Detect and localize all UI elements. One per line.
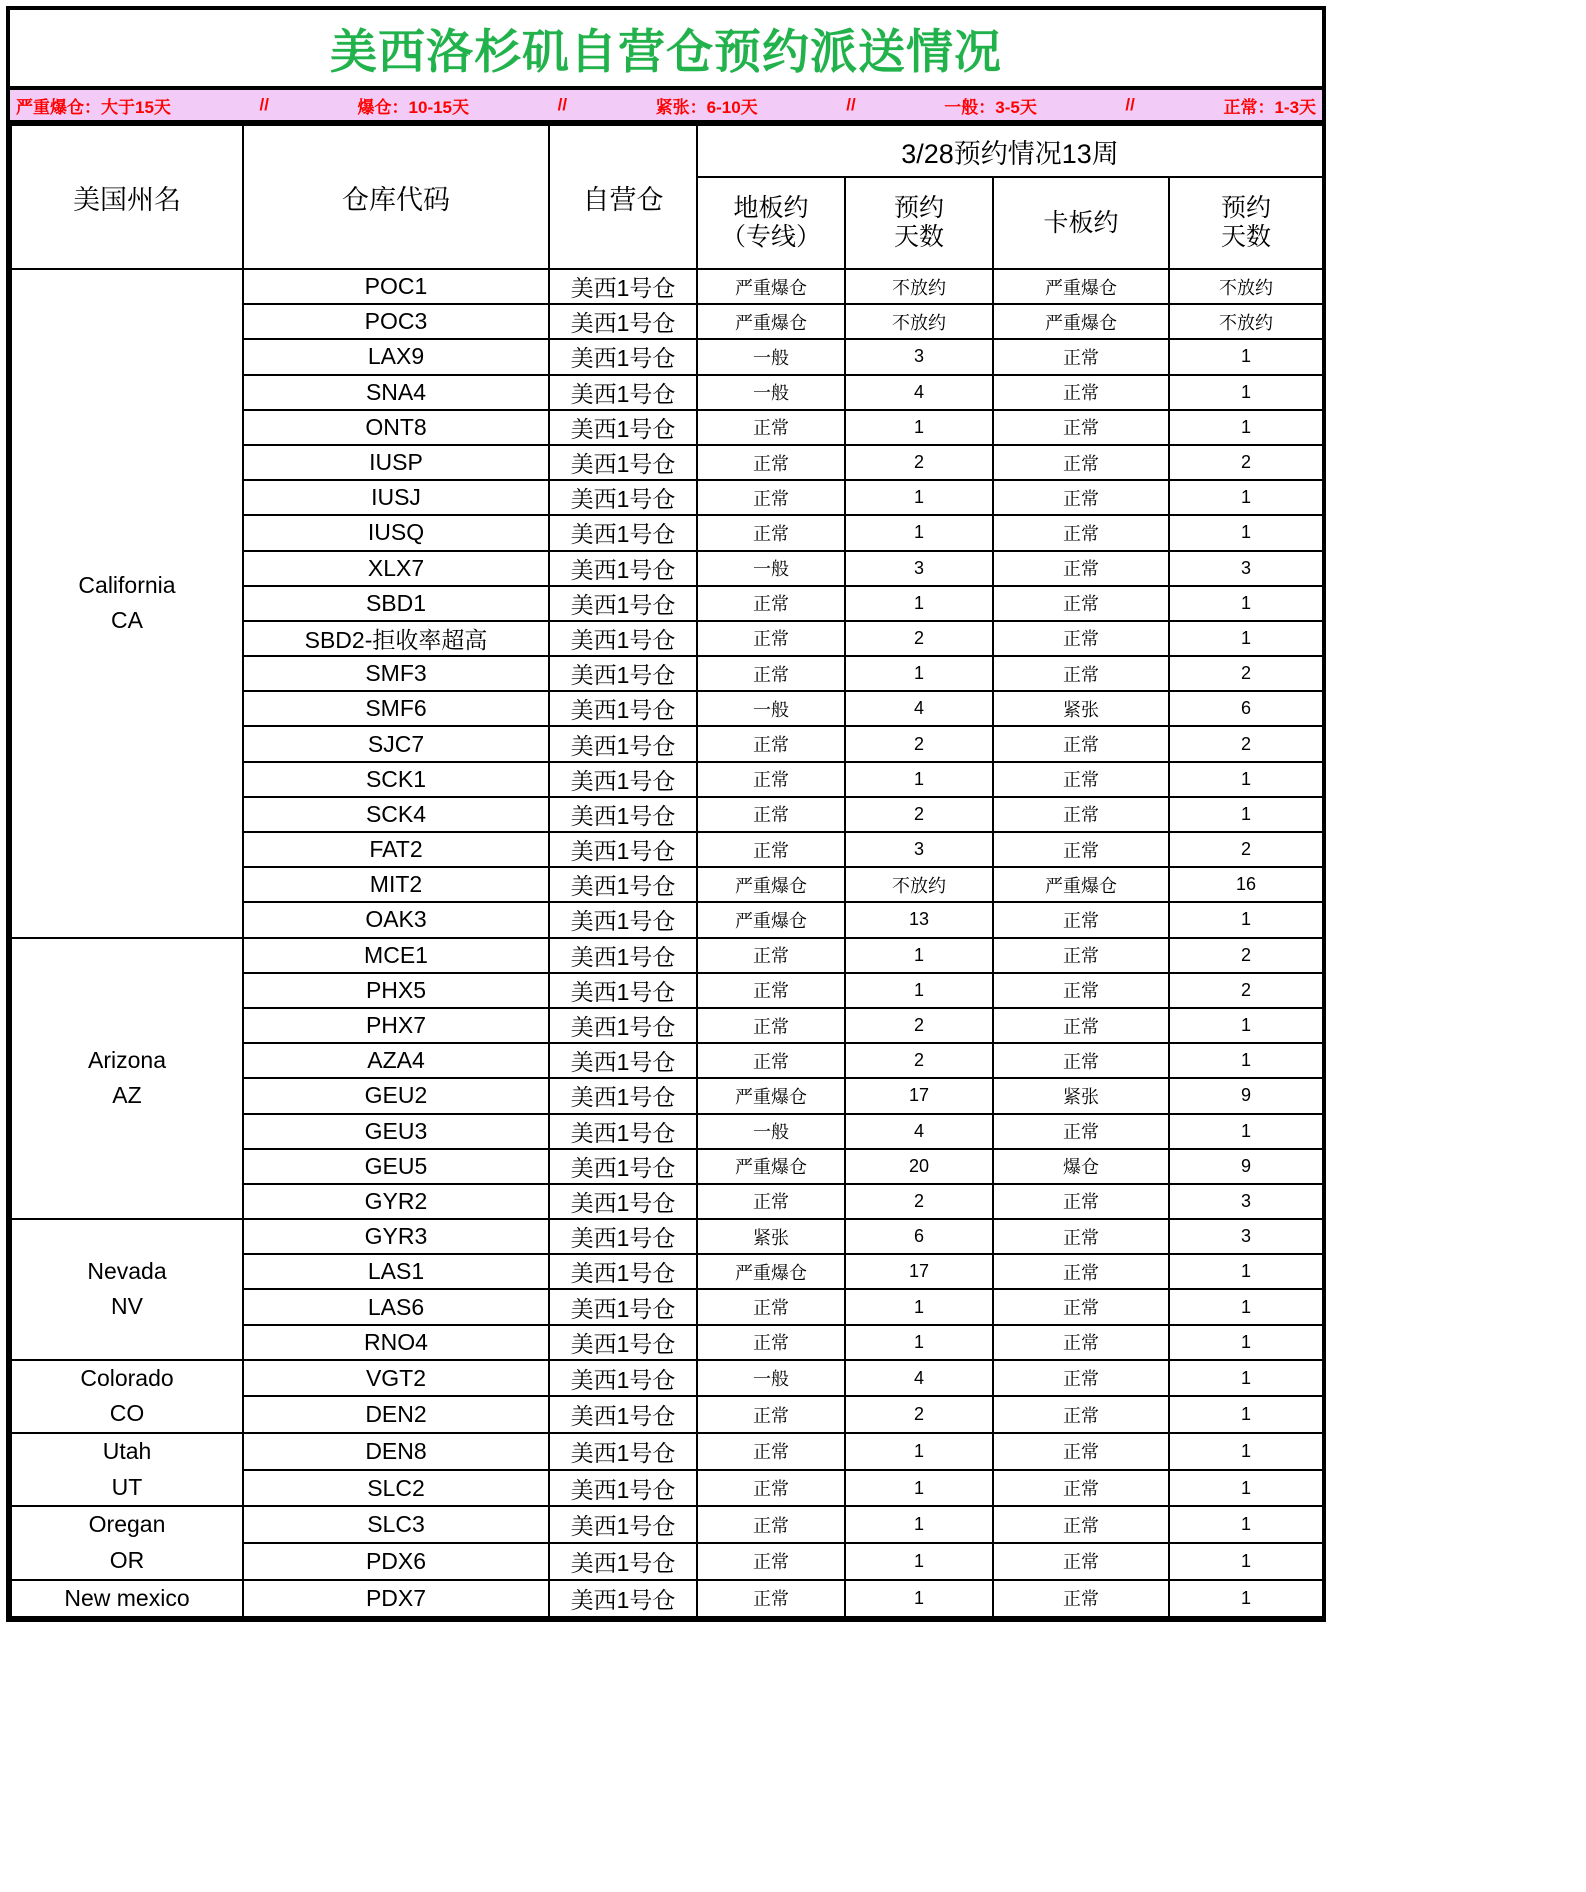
pallet-days-cell: 2: [1169, 656, 1323, 691]
pallet-days-cell: 1: [1169, 1360, 1323, 1397]
state-cell: [11, 1580, 243, 1618]
state-cell: [11, 1433, 243, 1506]
self-warehouse-cell: 美西1号仓: [549, 1543, 697, 1580]
state-name: Oregan: [88, 1511, 166, 1538]
warehouse-code-cell: IUSJ: [243, 480, 549, 515]
pallet-appointment-cell: 紧张: [993, 1078, 1169, 1113]
warehouse-code-cell: OAK3: [243, 902, 549, 937]
floor-days-cell: 2: [845, 621, 993, 656]
self-warehouse-cell: 美西1号仓: [549, 1008, 697, 1043]
floor-days-cell: 1: [845, 410, 993, 445]
pallet-days-cell: 2: [1169, 726, 1323, 761]
state-cell: [11, 269, 243, 938]
self-warehouse-cell: 美西1号仓: [549, 902, 697, 937]
self-warehouse-cell: 美西1号仓: [549, 867, 697, 902]
self-warehouse-cell: 美西1号仓: [549, 1470, 697, 1507]
floor-appointment-cell: 正常: [697, 1543, 845, 1580]
legend-separator: //: [557, 95, 568, 114]
self-warehouse-cell: 美西1号仓: [549, 1289, 697, 1324]
floor-days-cell: 2: [845, 445, 993, 480]
floor-days-cell: 2: [845, 1008, 993, 1043]
self-warehouse-cell: 美西1号仓: [549, 1433, 697, 1470]
pallet-days-cell: 1: [1169, 1580, 1323, 1618]
table-header: [11, 125, 1323, 269]
warehouse-code-cell: VGT2: [243, 1360, 549, 1397]
state-name: New mexico: [64, 1584, 190, 1611]
floor-appointment-cell: 严重爆仓: [697, 902, 845, 937]
pallet-days-cell: 1: [1169, 621, 1323, 656]
pallet-appointment-cell: 正常: [993, 480, 1169, 515]
legend-item: 严重爆仓：大于15天: [16, 97, 171, 117]
pallet-appointment-cell: 正常: [993, 973, 1169, 1008]
floor-appointment-cell: 正常: [697, 445, 845, 480]
pallet-days-cell: 3: [1169, 1184, 1323, 1219]
pallet-appointment-cell: 爆仓: [993, 1149, 1169, 1184]
warehouse-code-cell: PDX7: [243, 1580, 549, 1618]
floor-appointment-cell: 正常: [697, 656, 845, 691]
legend-separator: //: [846, 95, 856, 114]
state-abbr: CO: [109, 1400, 145, 1427]
floor-appointment-cell: 紧张: [697, 1219, 845, 1254]
floor-days-cell: 1: [845, 762, 993, 797]
pallet-appointment-cell: 正常: [993, 1289, 1169, 1324]
pallet-days-cell: 2: [1169, 973, 1323, 1008]
pallet-appointment-cell: 严重爆仓: [993, 867, 1169, 902]
warehouse-code-cell: ONT8: [243, 410, 549, 445]
floor-appointment-cell: 正常: [697, 1184, 845, 1219]
floor-days-cell: 3: [845, 339, 993, 374]
pallet-appointment-cell: 正常: [993, 1219, 1169, 1254]
legend-item: 正常：1-3天: [1223, 97, 1317, 117]
warehouse-code-cell: SMF6: [243, 691, 549, 726]
pallet-appointment-cell: 正常: [993, 797, 1169, 832]
floor-appointment-cell: 正常: [697, 480, 845, 515]
self-warehouse-cell: 美西1号仓: [549, 1580, 697, 1618]
self-warehouse-cell: 美西1号仓: [549, 375, 697, 410]
warehouse-code-cell: PDX6: [243, 1543, 549, 1580]
legend-separator: //: [1125, 95, 1135, 114]
floor-appointment-cell: 正常: [697, 1433, 845, 1470]
warehouse-code-cell: DEN2: [243, 1396, 549, 1433]
pallet-days-cell: 1: [1169, 1008, 1323, 1043]
pallet-appointment-cell: 紧张: [993, 691, 1169, 726]
floor-appointment-cell: 正常: [697, 586, 845, 621]
pallet-days-cell: 不放约: [1169, 304, 1323, 339]
warehouse-code-cell: IUSP: [243, 445, 549, 480]
self-warehouse-cell: 美西1号仓: [549, 551, 697, 586]
pallet-days-cell: 16: [1169, 867, 1323, 902]
self-warehouse-cell: 美西1号仓: [549, 1396, 697, 1433]
pallet-days-cell: 1: [1169, 1325, 1323, 1360]
floor-days-cell: 2: [845, 1184, 993, 1219]
pallet-appointment-cell: 正常: [993, 1254, 1169, 1289]
header-self-warehouse: 自营仓: [549, 125, 697, 269]
floor-appointment-cell: 正常: [697, 762, 845, 797]
floor-days-cell: 17: [845, 1254, 993, 1289]
spreadsheet-sheet: [6, 6, 1326, 1622]
warehouse-code-cell: FAT2: [243, 832, 549, 867]
page-title: 美西洛杉矶自营仓预约派送情况: [330, 24, 1002, 78]
floor-days-cell: 不放约: [845, 304, 993, 339]
floor-appointment-cell: 正常: [697, 1043, 845, 1078]
warehouse-code-cell: SLC2: [243, 1470, 549, 1507]
self-warehouse-cell: 美西1号仓: [549, 973, 697, 1008]
pallet-appointment-cell: 正常: [993, 656, 1169, 691]
pallet-appointment-cell: 正常: [993, 445, 1169, 480]
floor-appointment-cell: 正常: [697, 621, 845, 656]
floor-appointment-cell: 正常: [697, 1506, 845, 1543]
warehouse-code-cell: SBD2-拒收率超高: [243, 621, 549, 656]
floor-appointment-cell: 严重爆仓: [697, 304, 845, 339]
pallet-days-cell: 1: [1169, 1470, 1323, 1507]
pallet-appointment-cell: 正常: [993, 832, 1169, 867]
warehouse-code-cell: SMF3: [243, 656, 549, 691]
floor-days-cell: 1: [845, 656, 993, 691]
pallet-days-cell: 1: [1169, 1289, 1323, 1324]
floor-days-cell: 1: [845, 480, 993, 515]
pallet-appointment-cell: 正常: [993, 1433, 1169, 1470]
self-warehouse-cell: 美西1号仓: [549, 586, 697, 621]
pallet-days-cell: 3: [1169, 551, 1323, 586]
pallet-appointment-cell: 正常: [993, 375, 1169, 410]
warehouse-code-cell: DEN8: [243, 1433, 549, 1470]
header-warehouse-code: 仓库代码: [243, 125, 549, 269]
self-warehouse-cell: 美西1号仓: [549, 938, 697, 973]
legend-separator: //: [259, 95, 269, 114]
floor-appointment-cell: 一般: [697, 551, 845, 586]
floor-days-cell: 不放约: [845, 269, 993, 304]
floor-days-cell: 1: [845, 586, 993, 621]
self-warehouse-cell: 美西1号仓: [549, 621, 697, 656]
floor-appointment-cell: 正常: [697, 1396, 845, 1433]
state-cell: [11, 1360, 243, 1433]
pallet-appointment-cell: 正常: [993, 1184, 1169, 1219]
header-appointment-group: 3/28预约情况13周: [697, 125, 1323, 177]
self-warehouse-cell: 美西1号仓: [549, 480, 697, 515]
floor-days-cell: 2: [845, 1396, 993, 1433]
warehouse-code-cell: SJC7: [243, 726, 549, 761]
warehouse-code-cell: PHX7: [243, 1008, 549, 1043]
self-warehouse-cell: 美西1号仓: [549, 1219, 697, 1254]
pallet-days-cell: 2: [1169, 445, 1323, 480]
warehouse-code-cell: SNA4: [243, 375, 549, 410]
pallet-days-cell: 1: [1169, 1114, 1323, 1149]
warehouse-code-cell: GYR3: [243, 1219, 549, 1254]
table-row: [11, 1219, 1323, 1254]
floor-days-cell: 1: [845, 1433, 993, 1470]
floor-appointment-cell: 正常: [697, 1325, 845, 1360]
floor-days-cell: 1: [845, 1289, 993, 1324]
floor-appointment-cell: 正常: [697, 832, 845, 867]
warehouse-code-cell: LAS1: [243, 1254, 549, 1289]
floor-days-cell: 6: [845, 1219, 993, 1254]
floor-days-cell: 2: [845, 797, 993, 832]
self-warehouse-cell: 美西1号仓: [549, 1043, 697, 1078]
floor-appointment-cell: 正常: [697, 1008, 845, 1043]
legend-item: 爆仓：10-15天: [357, 97, 470, 117]
self-warehouse-cell: 美西1号仓: [549, 1184, 697, 1219]
pallet-appointment-cell: 正常: [993, 1325, 1169, 1360]
floor-appointment-cell: 一般: [697, 375, 845, 410]
state-name: Nevada: [87, 1257, 167, 1284]
header-pallet-appointment: 卡板约: [993, 177, 1169, 269]
self-warehouse-cell: 美西1号仓: [549, 1325, 697, 1360]
pallet-days-cell: 1: [1169, 410, 1323, 445]
floor-appointment-cell: 一般: [697, 339, 845, 374]
floor-appointment-cell: 严重爆仓: [697, 269, 845, 304]
pallet-appointment-cell: 严重爆仓: [993, 304, 1169, 339]
self-warehouse-cell: 美西1号仓: [549, 410, 697, 445]
legend-item: 紧张：6-10天: [655, 97, 758, 117]
warehouse-code-cell: AZA4: [243, 1043, 549, 1078]
self-warehouse-cell: 美西1号仓: [549, 1506, 697, 1543]
table-body: [11, 269, 1323, 1617]
warehouse-code-cell: LAS6: [243, 1289, 549, 1324]
pallet-days-cell: 1: [1169, 1506, 1323, 1543]
floor-appointment-cell: 正常: [697, 726, 845, 761]
pallet-days-cell: 1: [1169, 586, 1323, 621]
state-cell: [11, 938, 243, 1220]
warehouse-code-cell: SCK4: [243, 797, 549, 832]
pallet-appointment-cell: 正常: [993, 1396, 1169, 1433]
pallet-days-cell: 1: [1169, 480, 1323, 515]
state-abbr: NV: [111, 1293, 143, 1320]
pallet-days-cell: 9: [1169, 1149, 1323, 1184]
pallet-appointment-cell: 正常: [993, 1543, 1169, 1580]
pallet-days-cell: 9: [1169, 1078, 1323, 1113]
warehouse-code-cell: SLC3: [243, 1506, 549, 1543]
self-warehouse-cell: 美西1号仓: [549, 1360, 697, 1397]
floor-days-cell: 4: [845, 1360, 993, 1397]
floor-days-cell: 3: [845, 832, 993, 867]
pallet-days-cell: 不放约: [1169, 269, 1323, 304]
state-abbr: OR: [109, 1547, 145, 1574]
pallet-days-cell: 1: [1169, 515, 1323, 550]
warehouse-code-cell: SBD1: [243, 586, 549, 621]
floor-appointment-cell: 严重爆仓: [697, 1078, 845, 1113]
table-row: [11, 269, 1323, 304]
warehouse-code-cell: POC1: [243, 269, 549, 304]
pallet-appointment-cell: 正常: [993, 1114, 1169, 1149]
warehouse-code-cell: XLX7: [243, 551, 549, 586]
self-warehouse-cell: 美西1号仓: [549, 726, 697, 761]
floor-days-cell: 1: [845, 1325, 993, 1360]
floor-appointment-cell: 正常: [697, 938, 845, 973]
pallet-days-cell: 1: [1169, 1043, 1323, 1078]
floor-appointment-cell: 正常: [697, 515, 845, 550]
floor-appointment-cell: 正常: [697, 410, 845, 445]
pallet-appointment-cell: 正常: [993, 586, 1169, 621]
pallet-appointment-cell: 正常: [993, 1008, 1169, 1043]
floor-appointment-cell: 严重爆仓: [697, 1149, 845, 1184]
pallet-days-cell: 3: [1169, 1219, 1323, 1254]
self-warehouse-cell: 美西1号仓: [549, 304, 697, 339]
warehouse-schedule-table: [10, 124, 1324, 1618]
pallet-appointment-cell: 正常: [993, 938, 1169, 973]
pallet-days-cell: 1: [1169, 1254, 1323, 1289]
self-warehouse-cell: 美西1号仓: [549, 1078, 697, 1113]
floor-days-cell: 不放约: [845, 867, 993, 902]
self-warehouse-cell: 美西1号仓: [549, 656, 697, 691]
pallet-appointment-cell: 正常: [993, 1506, 1169, 1543]
floor-days-cell: 2: [845, 726, 993, 761]
floor-days-cell: 4: [845, 1114, 993, 1149]
warehouse-code-cell: MIT2: [243, 867, 549, 902]
floor-days-cell: 1: [845, 1543, 993, 1580]
pallet-days-cell: 6: [1169, 691, 1323, 726]
floor-days-cell: 1: [845, 1580, 993, 1618]
floor-days-cell: 1: [845, 938, 993, 973]
floor-days-cell: 1: [845, 1506, 993, 1543]
floor-days-cell: 1: [845, 1470, 993, 1507]
pallet-days-cell: 2: [1169, 938, 1323, 973]
floor-days-cell: 4: [845, 375, 993, 410]
pallet-appointment-cell: 正常: [993, 339, 1169, 374]
self-warehouse-cell: 美西1号仓: [549, 269, 697, 304]
warehouse-code-cell: LAX9: [243, 339, 549, 374]
floor-appointment-cell: 一般: [697, 1114, 845, 1149]
pallet-appointment-cell: 正常: [993, 410, 1169, 445]
state-name: California: [78, 571, 176, 598]
warehouse-code-cell: GYR2: [243, 1184, 549, 1219]
table-row: [11, 1433, 1323, 1470]
state-name: Arizona: [88, 1046, 166, 1073]
floor-appointment-cell: 一般: [697, 691, 845, 726]
state-abbr: CA: [111, 607, 143, 634]
floor-days-cell: 13: [845, 902, 993, 937]
pallet-days-cell: 1: [1169, 902, 1323, 937]
pallet-days-cell: 1: [1169, 375, 1323, 410]
warehouse-code-cell: IUSQ: [243, 515, 549, 550]
self-warehouse-cell: 美西1号仓: [549, 1114, 697, 1149]
state-cell: [11, 1219, 243, 1360]
self-warehouse-cell: 美西1号仓: [549, 762, 697, 797]
self-warehouse-cell: 美西1号仓: [549, 515, 697, 550]
pallet-days-cell: 1: [1169, 1396, 1323, 1433]
floor-appointment-cell: 正常: [697, 973, 845, 1008]
warehouse-code-cell: PHX5: [243, 973, 549, 1008]
pallet-appointment-cell: 正常: [993, 1580, 1169, 1618]
pallet-days-cell: 1: [1169, 339, 1323, 374]
pallet-days-cell: 2: [1169, 832, 1323, 867]
self-warehouse-cell: 美西1号仓: [549, 691, 697, 726]
self-warehouse-cell: 美西1号仓: [549, 797, 697, 832]
floor-days-cell: 1: [845, 973, 993, 1008]
pallet-appointment-cell: 正常: [993, 1043, 1169, 1078]
floor-days-cell: 4: [845, 691, 993, 726]
table-row: [11, 1580, 1323, 1618]
warehouse-code-cell: MCE1: [243, 938, 549, 973]
pallet-days-cell: 1: [1169, 1433, 1323, 1470]
sheet-title-row: [10, 10, 1322, 90]
warehouse-code-cell: RNO4: [243, 1325, 549, 1360]
pallet-appointment-cell: 正常: [993, 902, 1169, 937]
state-cell: [11, 1506, 243, 1579]
pallet-appointment-cell: 正常: [993, 515, 1169, 550]
floor-appointment-cell: 一般: [697, 1360, 845, 1397]
state-abbr: AZ: [112, 1082, 142, 1109]
pallet-days-cell: 1: [1169, 797, 1323, 832]
header-floor-days: 预约 天数: [845, 177, 993, 269]
state-abbr: UT: [111, 1473, 143, 1500]
warehouse-code-cell: GEU5: [243, 1149, 549, 1184]
self-warehouse-cell: 美西1号仓: [549, 445, 697, 480]
self-warehouse-cell: 美西1号仓: [549, 832, 697, 867]
floor-days-cell: 17: [845, 1078, 993, 1113]
self-warehouse-cell: 美西1号仓: [549, 339, 697, 374]
pallet-appointment-cell: 正常: [993, 621, 1169, 656]
pallet-appointment-cell: 正常: [993, 551, 1169, 586]
floor-days-cell: 2: [845, 1043, 993, 1078]
header-row-top: [11, 125, 1323, 177]
pallet-appointment-cell: 正常: [993, 762, 1169, 797]
floor-days-cell: 3: [845, 551, 993, 586]
warehouse-code-cell: GEU3: [243, 1114, 549, 1149]
header-floor-appointment: 地板约 （专线）: [697, 177, 845, 269]
warehouse-code-cell: SCK1: [243, 762, 549, 797]
pallet-days-cell: 1: [1169, 1543, 1323, 1580]
floor-days-cell: 1: [845, 515, 993, 550]
pallet-days-cell: 1: [1169, 762, 1323, 797]
state-name: Colorado: [80, 1364, 174, 1391]
warehouse-code-cell: POC3: [243, 304, 549, 339]
table-row: [11, 1506, 1323, 1543]
self-warehouse-cell: 美西1号仓: [549, 1254, 697, 1289]
pallet-appointment-cell: 正常: [993, 1470, 1169, 1507]
pallet-appointment-cell: 严重爆仓: [993, 269, 1169, 304]
warehouse-code-cell: GEU2: [243, 1078, 549, 1113]
table-row: [11, 1360, 1323, 1397]
floor-days-cell: 20: [845, 1149, 993, 1184]
state-name: Utah: [102, 1438, 152, 1465]
floor-appointment-cell: 严重爆仓: [697, 867, 845, 902]
self-warehouse-cell: 美西1号仓: [549, 1149, 697, 1184]
legend-bar: [10, 90, 1322, 124]
pallet-appointment-cell: 正常: [993, 726, 1169, 761]
floor-appointment-cell: 严重爆仓: [697, 1254, 845, 1289]
legend-item: 一般：3-5天: [944, 97, 1037, 117]
floor-appointment-cell: 正常: [697, 797, 845, 832]
header-state: 美国州名: [11, 125, 243, 269]
table-row: [11, 938, 1323, 973]
pallet-appointment-cell: 正常: [993, 1360, 1169, 1397]
floor-appointment-cell: 正常: [697, 1580, 845, 1618]
floor-appointment-cell: 正常: [697, 1470, 845, 1507]
floor-appointment-cell: 正常: [697, 1289, 845, 1324]
header-pallet-days: 预约 天数: [1169, 177, 1323, 269]
